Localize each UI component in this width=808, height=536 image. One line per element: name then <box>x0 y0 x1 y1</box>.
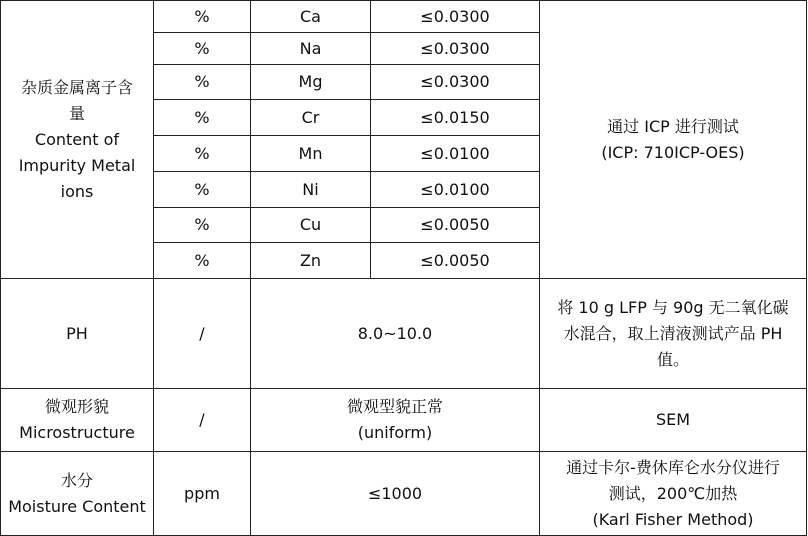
unit-cell: % <box>154 33 251 65</box>
micro-name-en: Microstructure <box>19 423 135 442</box>
moisture-name-en: Moisture Content <box>8 496 146 516</box>
impurity-name-cn: 量 <box>68 103 85 123</box>
unit-cell: % <box>154 100 251 136</box>
element-cell: Ca <box>251 1 371 33</box>
moisture-name-cn: 水分 <box>60 470 93 490</box>
element-cell: Mn <box>251 136 371 172</box>
method-text: 通过 ICP 进行测试 <box>607 116 739 136</box>
method-text: 测试，200℃加热 <box>608 483 738 503</box>
table-row <box>1 1 807 33</box>
method-text: 值。 <box>656 349 689 369</box>
table-row <box>1 279 807 389</box>
impurity-name-cn: 杂质金属离子含 <box>20 77 133 97</box>
unit-cell: % <box>154 243 251 279</box>
table-row <box>1 452 807 536</box>
element-cell: Cr <box>251 100 371 136</box>
unit-cell: % <box>154 1 251 33</box>
unit-cell: / <box>154 389 251 452</box>
element-cell: Mg <box>251 65 371 100</box>
impurity-item-cell <box>1 1 154 279</box>
element-cell: Zn <box>251 243 371 279</box>
method-text: (ICP: 710ICP-OES) <box>601 142 745 162</box>
spec-cell: ≤0.0100 <box>371 136 540 172</box>
ph-method-cell <box>540 279 807 389</box>
impurity-name-en: Impurity Metal <box>18 155 136 175</box>
unit-cell: % <box>154 208 251 243</box>
spec-cell: 8.0~10.0 <box>251 279 540 389</box>
impurity-name-en: ions <box>60 181 94 201</box>
spec-cell: ≤0.0050 <box>371 243 540 279</box>
spec-cell: ≤0.0050 <box>371 208 540 243</box>
element-cell: Ni <box>251 172 371 208</box>
method-text: 水混合，取上清液测试产品 PH <box>563 323 783 343</box>
unit-cell: % <box>154 136 251 172</box>
method-text: 通过卡尔-费休库仑水分仪进行 <box>566 457 780 477</box>
micro-item-cell <box>1 389 154 452</box>
spec-cell: ≤0.0100 <box>371 172 540 208</box>
impurity-name-en: Content of <box>34 129 120 149</box>
spec-cell: ≤1000 <box>251 452 540 536</box>
micro-spec-en: (uniform) <box>357 423 433 442</box>
method-text: 将 10 g LFP 与 90g 无二氧化碳 <box>557 297 789 317</box>
spec-cell: ≤0.0300 <box>371 1 540 33</box>
element-cell: Cu <box>251 208 371 243</box>
spec-cell: ≤0.0300 <box>371 33 540 65</box>
element-cell: Na <box>251 33 371 65</box>
ph-item-cell: PH <box>1 279 154 389</box>
spec-cell <box>251 389 540 452</box>
moisture-method-cell <box>540 452 807 536</box>
spec-cell: ≤0.0300 <box>371 65 540 100</box>
table-row <box>1 389 807 452</box>
micro-method-cell: SEM <box>540 389 807 452</box>
impurity-method-cell <box>540 1 807 279</box>
micro-spec-cn: 微观型貌正常 <box>346 397 443 416</box>
unit-cell: % <box>154 65 251 100</box>
micro-name-cn: 微观形貌 <box>44 397 109 416</box>
unit-cell: % <box>154 172 251 208</box>
method-text: (Karl Fisher Method) <box>592 509 754 529</box>
unit-cell: ppm <box>154 452 251 536</box>
moisture-item-cell <box>1 452 154 536</box>
unit-cell: / <box>154 279 251 389</box>
spec-cell: ≤0.0150 <box>371 100 540 136</box>
